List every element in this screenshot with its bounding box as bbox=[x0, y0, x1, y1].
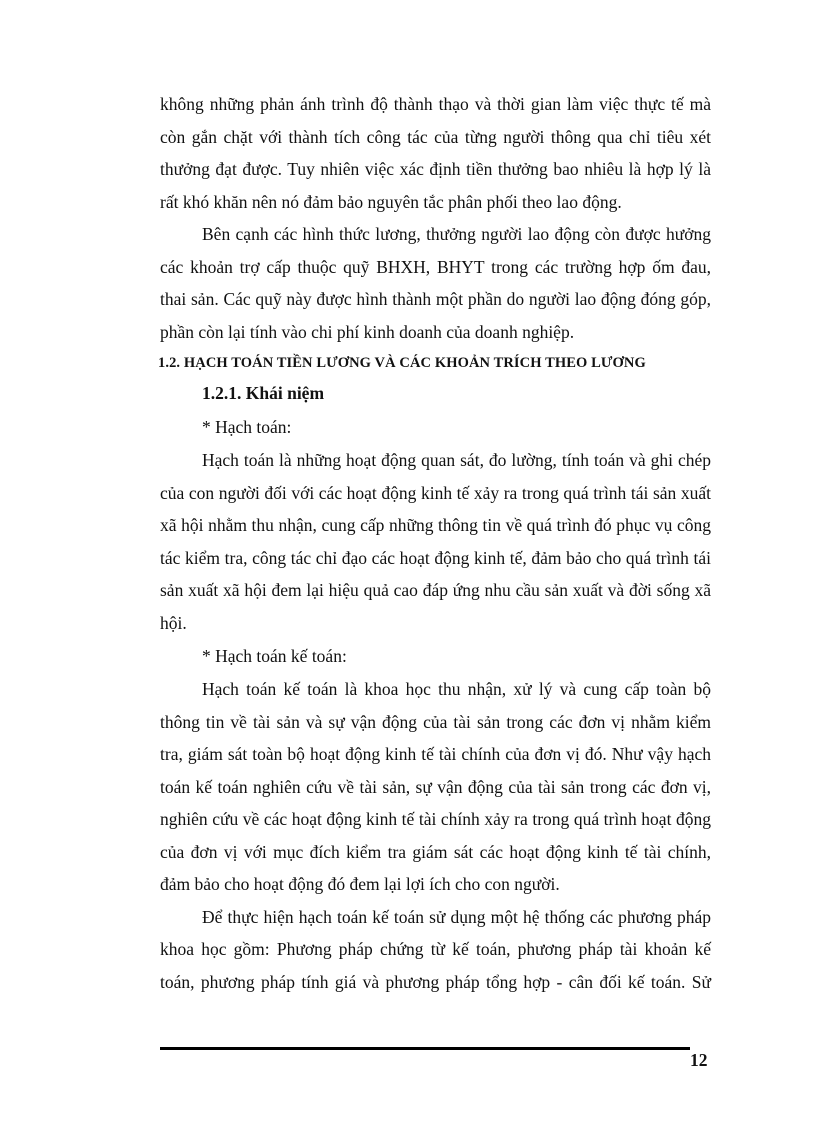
text-line: thông tin về tài sản và sự vận động của tài sản trong các đơn vị nhằm kiểm bbox=[160, 711, 711, 732]
text-line: khoa học gồm: Phương pháp chứng từ kế toán, phương pháp tài khoản kế bbox=[160, 939, 711, 959]
text-line: toán, phương pháp tính giá và phương pháp tổng hợp - cân đối kế toán. Sử bbox=[160, 971, 711, 992]
page-body bbox=[160, 88, 711, 998]
page-number: 12 bbox=[690, 1050, 708, 1070]
text-line: thai sản. Các quỹ này được hình thành một phần do người lao động đóng góp, bbox=[160, 289, 711, 309]
text-line: tra, giám sát toàn bộ hoạt động kinh tế tài chính của đơn vị đó. Như vậy hạch bbox=[160, 744, 711, 764]
paragraph-benefits bbox=[160, 218, 711, 348]
text-line: xã hội nhằm thu nhận, cung cấp những thông tin về quá trình đó phục vụ công bbox=[160, 515, 711, 535]
paragraph-methods bbox=[160, 901, 711, 999]
text-line: rất khó khăn nên nó đảm bảo nguyên tắc phân phối theo lao động. bbox=[160, 191, 622, 212]
text-line: Hạch toán kế toán là khoa học thu nhận, xử lý và cung cấp toàn bộ bbox=[202, 679, 711, 699]
sub-heading: 1.2.1. Khái niệm bbox=[202, 383, 325, 403]
text-line: Để thực hiện hạch toán kế toán sử dụng một hệ thống các phương pháp bbox=[202, 906, 711, 927]
text-line: hội. bbox=[160, 612, 187, 633]
term-label-hach-toan: * Hạch toán: bbox=[202, 417, 292, 437]
text-line: phần còn lại tính vào chi phí kinh doanh của doanh nghiệp. bbox=[160, 321, 575, 342]
text-line: toán kế toán nghiên cứu về tài sản, sự vận động của tài sản trong các đơn vị, bbox=[160, 776, 711, 797]
text-line: còn gắn chặt với thành tích công tác của từng người thông qua chỉ tiêu xét bbox=[160, 126, 711, 147]
section-heading: 1.2. HẠCH TOÁN TIỀN LƯƠNG VÀ CÁC KHOẢN TRÍCH THEO LƯƠNG bbox=[158, 355, 646, 371]
text-line: tác kiểm tra, công tác chỉ đạo các hoạt động kinh tế, đảm bảo cho quá trình tái bbox=[160, 547, 711, 568]
text-line: nghiên cứu về các hoạt động kinh tế tài chính xảy ra trong quá trình hoạt động bbox=[160, 809, 711, 829]
text-line: không những phản ánh trình độ thành thạo và thời gian làm việc thực tế mà bbox=[160, 94, 711, 114]
text-line: sản xuất xã hội đem lại hiệu quả cao đáp ứng nhu cầu sản xuất và đời sống xã bbox=[160, 580, 711, 600]
paragraph-hach-toan-definition bbox=[160, 444, 711, 639]
text-line: các khoản trợ cấp thuộc quỹ BHXH, BHYT trong các trường hợp ốm đau, bbox=[160, 256, 711, 277]
text-line: của đơn vị với mục đích kiểm tra giám sát các hoạt động kinh tế tài chính, bbox=[160, 841, 711, 862]
text-line: của con người đối với các hoạt động kinh tế xảy ra trong quá trình tái sản xuất bbox=[160, 482, 711, 503]
paragraph-ke-toan-definition bbox=[160, 673, 711, 901]
text-line: Hạch toán là những hoạt động quan sát, đo lường, tính toán và ghi chép bbox=[202, 450, 711, 470]
footer-divider bbox=[160, 1047, 690, 1050]
text-line: đảm bảo cho hoạt động đó đem lại lợi ích cho con người. bbox=[160, 874, 560, 894]
text-line: thưởng đạt được. Tuy nhiên việc xác định tiền thưởng bao nhiêu là hợp lý là bbox=[160, 159, 711, 179]
text-line: Bên cạnh các hình thức lương, thưởng người lao động còn được hưởng bbox=[202, 224, 711, 244]
term-label-hach-toan-ke-toan: * Hạch toán kế toán: bbox=[202, 646, 347, 666]
paragraph-continuation bbox=[160, 88, 711, 218]
